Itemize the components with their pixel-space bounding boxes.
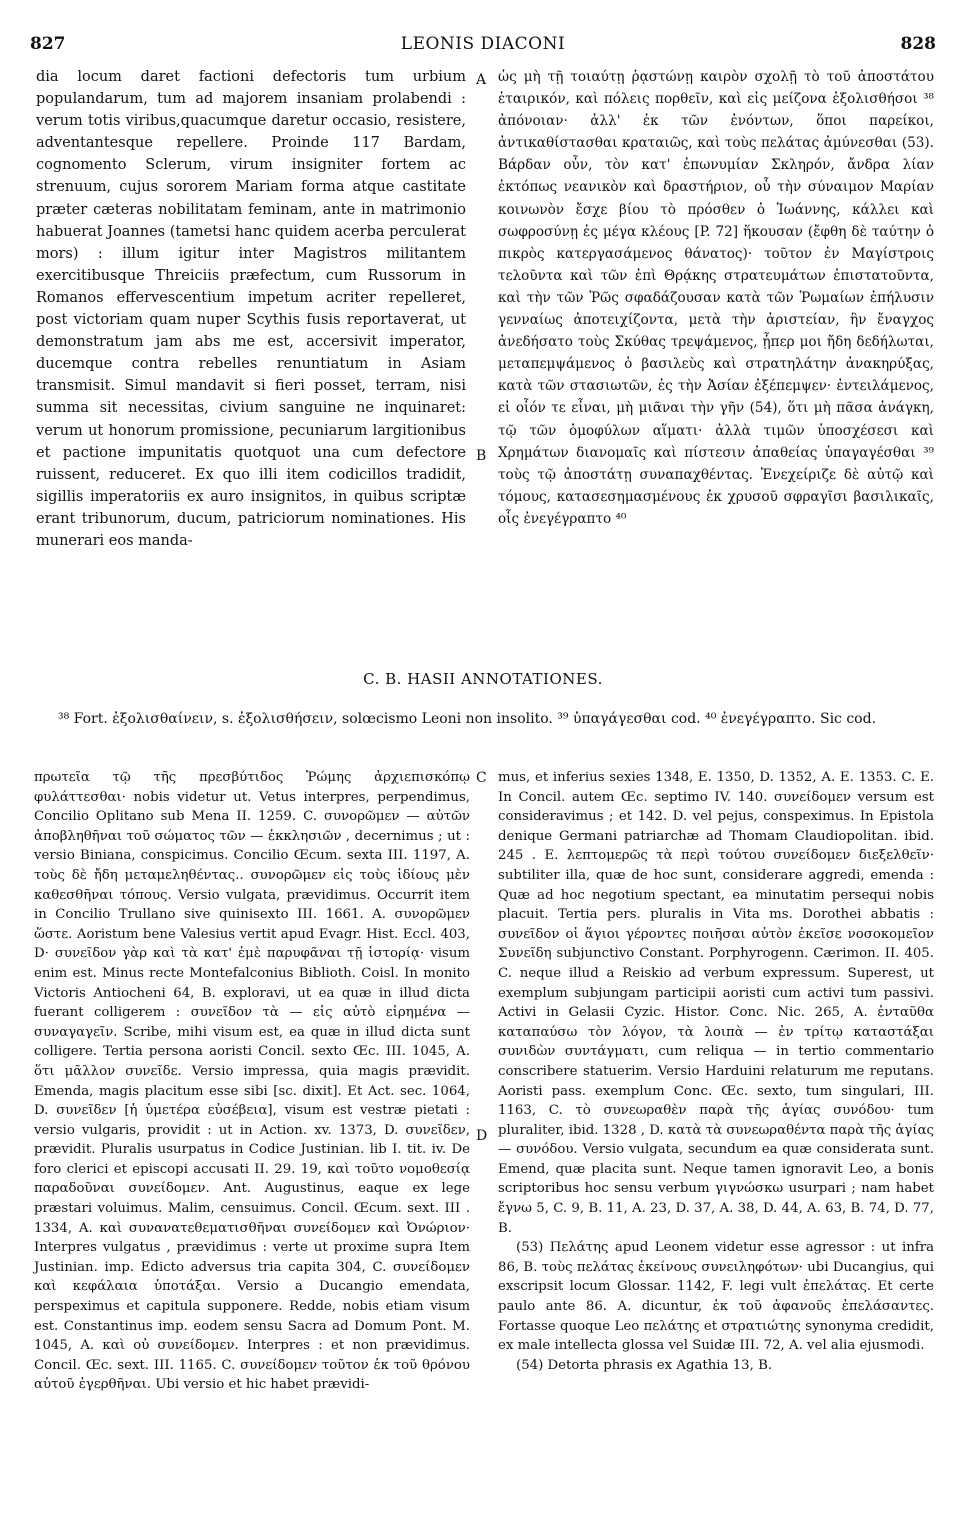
margin-letter-a: A <box>476 72 487 88</box>
greek-column <box>498 66 934 530</box>
annotations-area <box>30 768 936 1528</box>
right-page-number: 828 <box>900 34 936 54</box>
book-page <box>30 32 936 1522</box>
margin-letter-d: D <box>476 1128 488 1144</box>
running-title: LEONIS DIACONI <box>400 34 566 54</box>
annotations-left-column <box>34 768 470 1395</box>
latin-column <box>36 66 466 552</box>
latin-paragraph: dia locum daret factioni defectoris tum urbium populandarum, tum ad majorem insaniam prolabendi : verum totis viribus,quacumque daretur occasio, resistere, adventantesque repellere. Proinde 117 Bardam, cognomento Sclerum, virum insigniter fortem ac strenuum, cujus sororem Mariam forma atque castitate præter cæteras nobilitatam feminam, ante in matrimonio habuerat Joannes (tametsi hanc quidem acerba perculerat mors) : illum igitur inter Magistros militantem exercitibusque Threiciis præfectum, cum Russorum in Romanos effervescentium impetum acriter repelleret, post victoriam quam nuper Scythis fusis reportaverat, ut demonstratum jam abs me est, accersivit imperator, ducemque contra rebelles renuntiatum in Asiam transmisit. Simul mandavit si fieri posset, terram, nisi summa sit necessitas, civium sanguine ne inquinaret: verum ut honorum promissione, pecuniarum largitionibus et pactione impunitatis quotquot una cum defectore ruissent, reduceret. Ex quo illi item codicillos tradidit, sigillis imperatoriis ex auro insignitos, in quibus scriptæ erant tribunorum, ducum, patriciorum nominationes. His munerari eos manda- <box>36 69 466 549</box>
annotation-text-left: πρωτεῖα τῷ τῆς πρεσβύτιδος Ῥώμης ἀρχιεπισκόπῳ φυλάττεσθαι· nobis videtur ut. Vetus interpres, perpendimus, Concilio Oplitano sub Mena II. 1259. C. συνορῶμεν — αὐτῶν ἀποβληθῆναι τοῦ σώματος τῶν — ἐκκλησιῶν , decernimus ; ut : versio Biniana, conspicimus. Concilio Œcum. sexta III. 1197, A. τοὺς δὲ ἤδη μεταμεληθέντας.. συνορῶμεν εἰς τοὺς ἰδίους μὲν καθεσθῆναι τόπους. Versio vulgata, prævidimus. Occurrit item in Concilio Trullano sive quinisexto III. 1661. A. συνορῶμεν ὥστε. Aoristum bene Valesius vertit apud Evagr. Hist. Eccl. 403, D· συνεῖδον γὰρ καὶ τὰ κατ' ἐμὲ παρυφᾶναι τῇ ἱστορίᾳ· visum enim est. Minus recte Montefalconius Biblioth. Coisl. In monito Victoris Antiocheni 64, B. exploravi, ut ea quæ in illud dicta fuerant colligerem : συνεῖδον τὰ — εἰς αὐτὸ εἰρημένα — συναγαγεῖν. Scribe, mihi visum est, ea quæ in illud dicta sunt colligere. Tertia persona aoristi Concil. sexto Œc. III. 1045, A. ὅτι μᾶλλον συνεῖδε. Versio impressa, quia magis prævidit. Emenda, magis placitum esse sibi [sc. dixit]. Et Act. sec. 1064, D. συνεῖδεν [ἡ ὑμετέρα εὐσέβεια], visum est vestræ pietati : versio vulgaris, providit : ut in Action. xv. 1373, D. συνεῖδεν, prævidit. Pluralis usurpatus in Codice Justinian. lib I. tit. iv. De foro clerici et episcopi accusati II. 29. 19, καὶ τοῦτο νομοθεσίᾳ παραδοῦναι συνείδομεν. Ant. Augustinus, eaque ex lege præstari voluimus. Malim, censuimus. Concil. Œcum. sext. III . 1334, A. καὶ συνανατεθεματισθῆναι συνείδομεν καὶ Ὀνώριον· Interpres vulgatus , prævidimus : verte ut proxime supra Item Justinian. imp. Edicto adversus tria capita 304, C. συνείδομεν καὶ κεφάλαια ὑποτάξαι. Versio a Ducangio emendata, perspeximus et capitula supponere. Redde, nobis etiam visum est. Constantinus imp. eodem sensu Sacra ad Domum Pont. M. 1045, A. καὶ οὐ συνείδομεν. Interpres : et non prævidimus. Concil. Œc. sext. III. 1165. C. συνείδομεν τοῦτον ἐκ τοῦ θρόνου αὐτοῦ ἐγερθῆναι. Ubi versio et hic habet prævidi- <box>34 770 470 1393</box>
page-header <box>30 32 936 62</box>
annotations-title: C. B. HASII ANNOTATIONES. <box>363 670 603 688</box>
annotations-right-column <box>498 768 934 1375</box>
annotation-note-54: (54) Detorta phrasis ex Agathia 13, B. <box>516 1357 773 1373</box>
main-text-area <box>30 62 936 662</box>
textual-footnotes: ³⁸ Fort. ἐξολισθαίνειν, s. ἐξολισθήσειν, solœcismo Leoni non insolito. ³⁹ ὑπαγάγεσθαι cod. ⁴⁰ ἐνεγέγραπτο. Sic cod. <box>58 711 877 727</box>
margin-letter-c: C <box>476 770 487 786</box>
greek-paragraph: ὡς μὴ τῇ τοιαύτῃ ῥᾳστώνῃ καιρὸν σχολῇ τὸ τοῦ ἀποστάτου ἑταιρικόν, καὶ πόλεις πορθεῖν, καὶ εἰς μείζονα ἐξολισθήσοι ³⁸ ἀπόνοιαν· ἀλλ' ἐκ τῶν ἐνόντων, ὅποι παρείκοι, ἀντικαθίστασθαι κραταιῶς, καὶ τοὺς πελάτας ἀμύνεσθαι (53). Βάρδαν οὖν, τὸν κατ' ἐπωνυμίαν Σκληρόν, ἄνδρα λίαν ἐκτόπως νεανικὸν καὶ δραστήριον, οὗ τὴν σύναιμον Μαρίαν κοινωνὸν ἔσχε βίου τὸ πρόσθεν ὁ Ἰωάννης, κάλλει καὶ σωφροσύνῃ ἐς μέγα κλέους [P. 72] ἥκουσαν (ἔφθη δὲ ταύτην ὁ πικρὸς κατεργασάμενος θάνατος)· τοῦτον ἐν Μαγίστροις τελοῦντα καὶ τῶν ἐπὶ Θρᾴκης στρατευμάτων ἐπιστατοῦντα, καὶ τὴν τῶν Ῥῶς σφαδάζουσαν κατὰ τῶν Ῥωμαίων ἐπήλυσιν γενναίως ἀποτειχίζοντα, μετὰ τὴν ἀριστείαν, ἣν ἔναγχος ἀνεδήσατο τοὺς Σκύθας τρεψάμενος, ᾗπερ μοι ἤδη δεδήλωται, μεταπεμψάμενος ὁ βασιλεὺς καὶ στρατηλάτην ἀνακηρύξας, κατὰ τῶν στασιωτῶν, ἐς τὴν Ἀσίαν ἐξέπεμψεν· ἐντειλάμενος, εἰ οἷόν τε εἶναι, μὴ μιᾶναι τὴν γῆν (54), ὅτι μὴ πᾶσα ἀνάγκη, τῷ τῶν ὁμοφύλων αἵματι· ἀλλὰ τιμῶν ὑποσχέσεσι καὶ Χρημάτων διανομαῖς καὶ πίστεσιν ἀπαθείας ὑπαγαγέσθαι ³⁹ τοὺς τῷ ἀποστάτῃ συναπαχθέντας. Ἐνεχείριζε δὲ αὐτῷ καὶ τόμους, κατασεσημασμένους ἐκ χρυσοῦ σφραγῖσι βασιλικαῖς, οἷς ἐνεγέγραπτο ⁴⁰ <box>498 69 934 527</box>
left-page-number: 827 <box>30 34 66 54</box>
annotation-text-right: mus, et inferius sexies 1348, E. 1350, D. 1352, A. E. 1353. C. E. In Concil. autem Œc. septimo IV. 140. συνείδομεν versum est consideravimus ; et 142. D. vel pejus, conspeximus. In Epistola denique Germani patriarchæ ad Thomam Claudiopolitan. ibid. 245 . E. λεπτομερῶς τὰ περὶ τούτου συνείδομεν διεξελθεῖν· subtiliter illa, quæ de hoc sunt, considerare aggredi, emenda : Quæ ad hoc negotium spectant, ea minutatim persequi nobis placuit. Tertia pers. pluralis in Vita ms. Dorothei abbatis : συνεῖδον οἱ ἅγιοι γέροντες ποιῆσαι αὐτὸν ἐκεῖσε νοσοκομεῖον Συνεῖδη subjunctivo Constant. Porphyrogenn. Cærimon. II. 405. C. neque illud a Reiskio ad verbum expressum. Superest, ut exemplum subjungam participii aoristi cum activi tum passivi. Activi in Gelasii Cyzic. Histor. Conc. Nic. 265, A. ἐνταῦθα καταπαύσω τὸν λόγον, τὰ λοιπὰ — ἐν τρίτῳ καταστάξαι συνιδὼν συντάγματι, cum reliqua — in tertio commentario conscribere statuerim. Versio Harduini relaturum me reputans. Aoristi pass. exemplum Conc. Œc. sexto, tum singulari, III. 1163, C. τὸ συνεωραθὲν παρὰ τῆς ἁγίας συνόδου· tum pluraliter, ibid. 1328 , D. κατὰ τὰ συνεωραθέντα παρὰ τῆς ἁγίας — συνόδου. Versio vulgata, secundum ea quæ considerata sunt. Emend, quæ placita sunt. Neque tamen ignoravit Leo, a bonis scriptoribus hoc sensu verbum γιγνώσκω usurpari ; nam habet ἔγνω 5, C. 9, B. 11, A. 23, D. 37, A. 38, D. 44, A. 63, B. 74, D. 77, B. <box>498 770 934 1236</box>
margin-letter-b: B <box>476 448 487 464</box>
annotation-note-53: (53) Πελάτης apud Leonem videtur esse agressor : ut infra 86, B. τοὺς πελάτας ἐκείνους συνειληφότων· ubi Ducangius, qui exscripsit locum Glossar. 1142, F. legi vult ἐπελάτας. Et certe paulo ante 86. A. dicuntur, ἐκ τοῦ ἀφανοῦς ἐπελάσαντες. Fortasse quoque Leo πελάτης et στρατιώτης synonyma credidit, ex male intellecta glossa vel Suidæ III. 72, A. vel alia ejusmodi. <box>498 1240 934 1354</box>
